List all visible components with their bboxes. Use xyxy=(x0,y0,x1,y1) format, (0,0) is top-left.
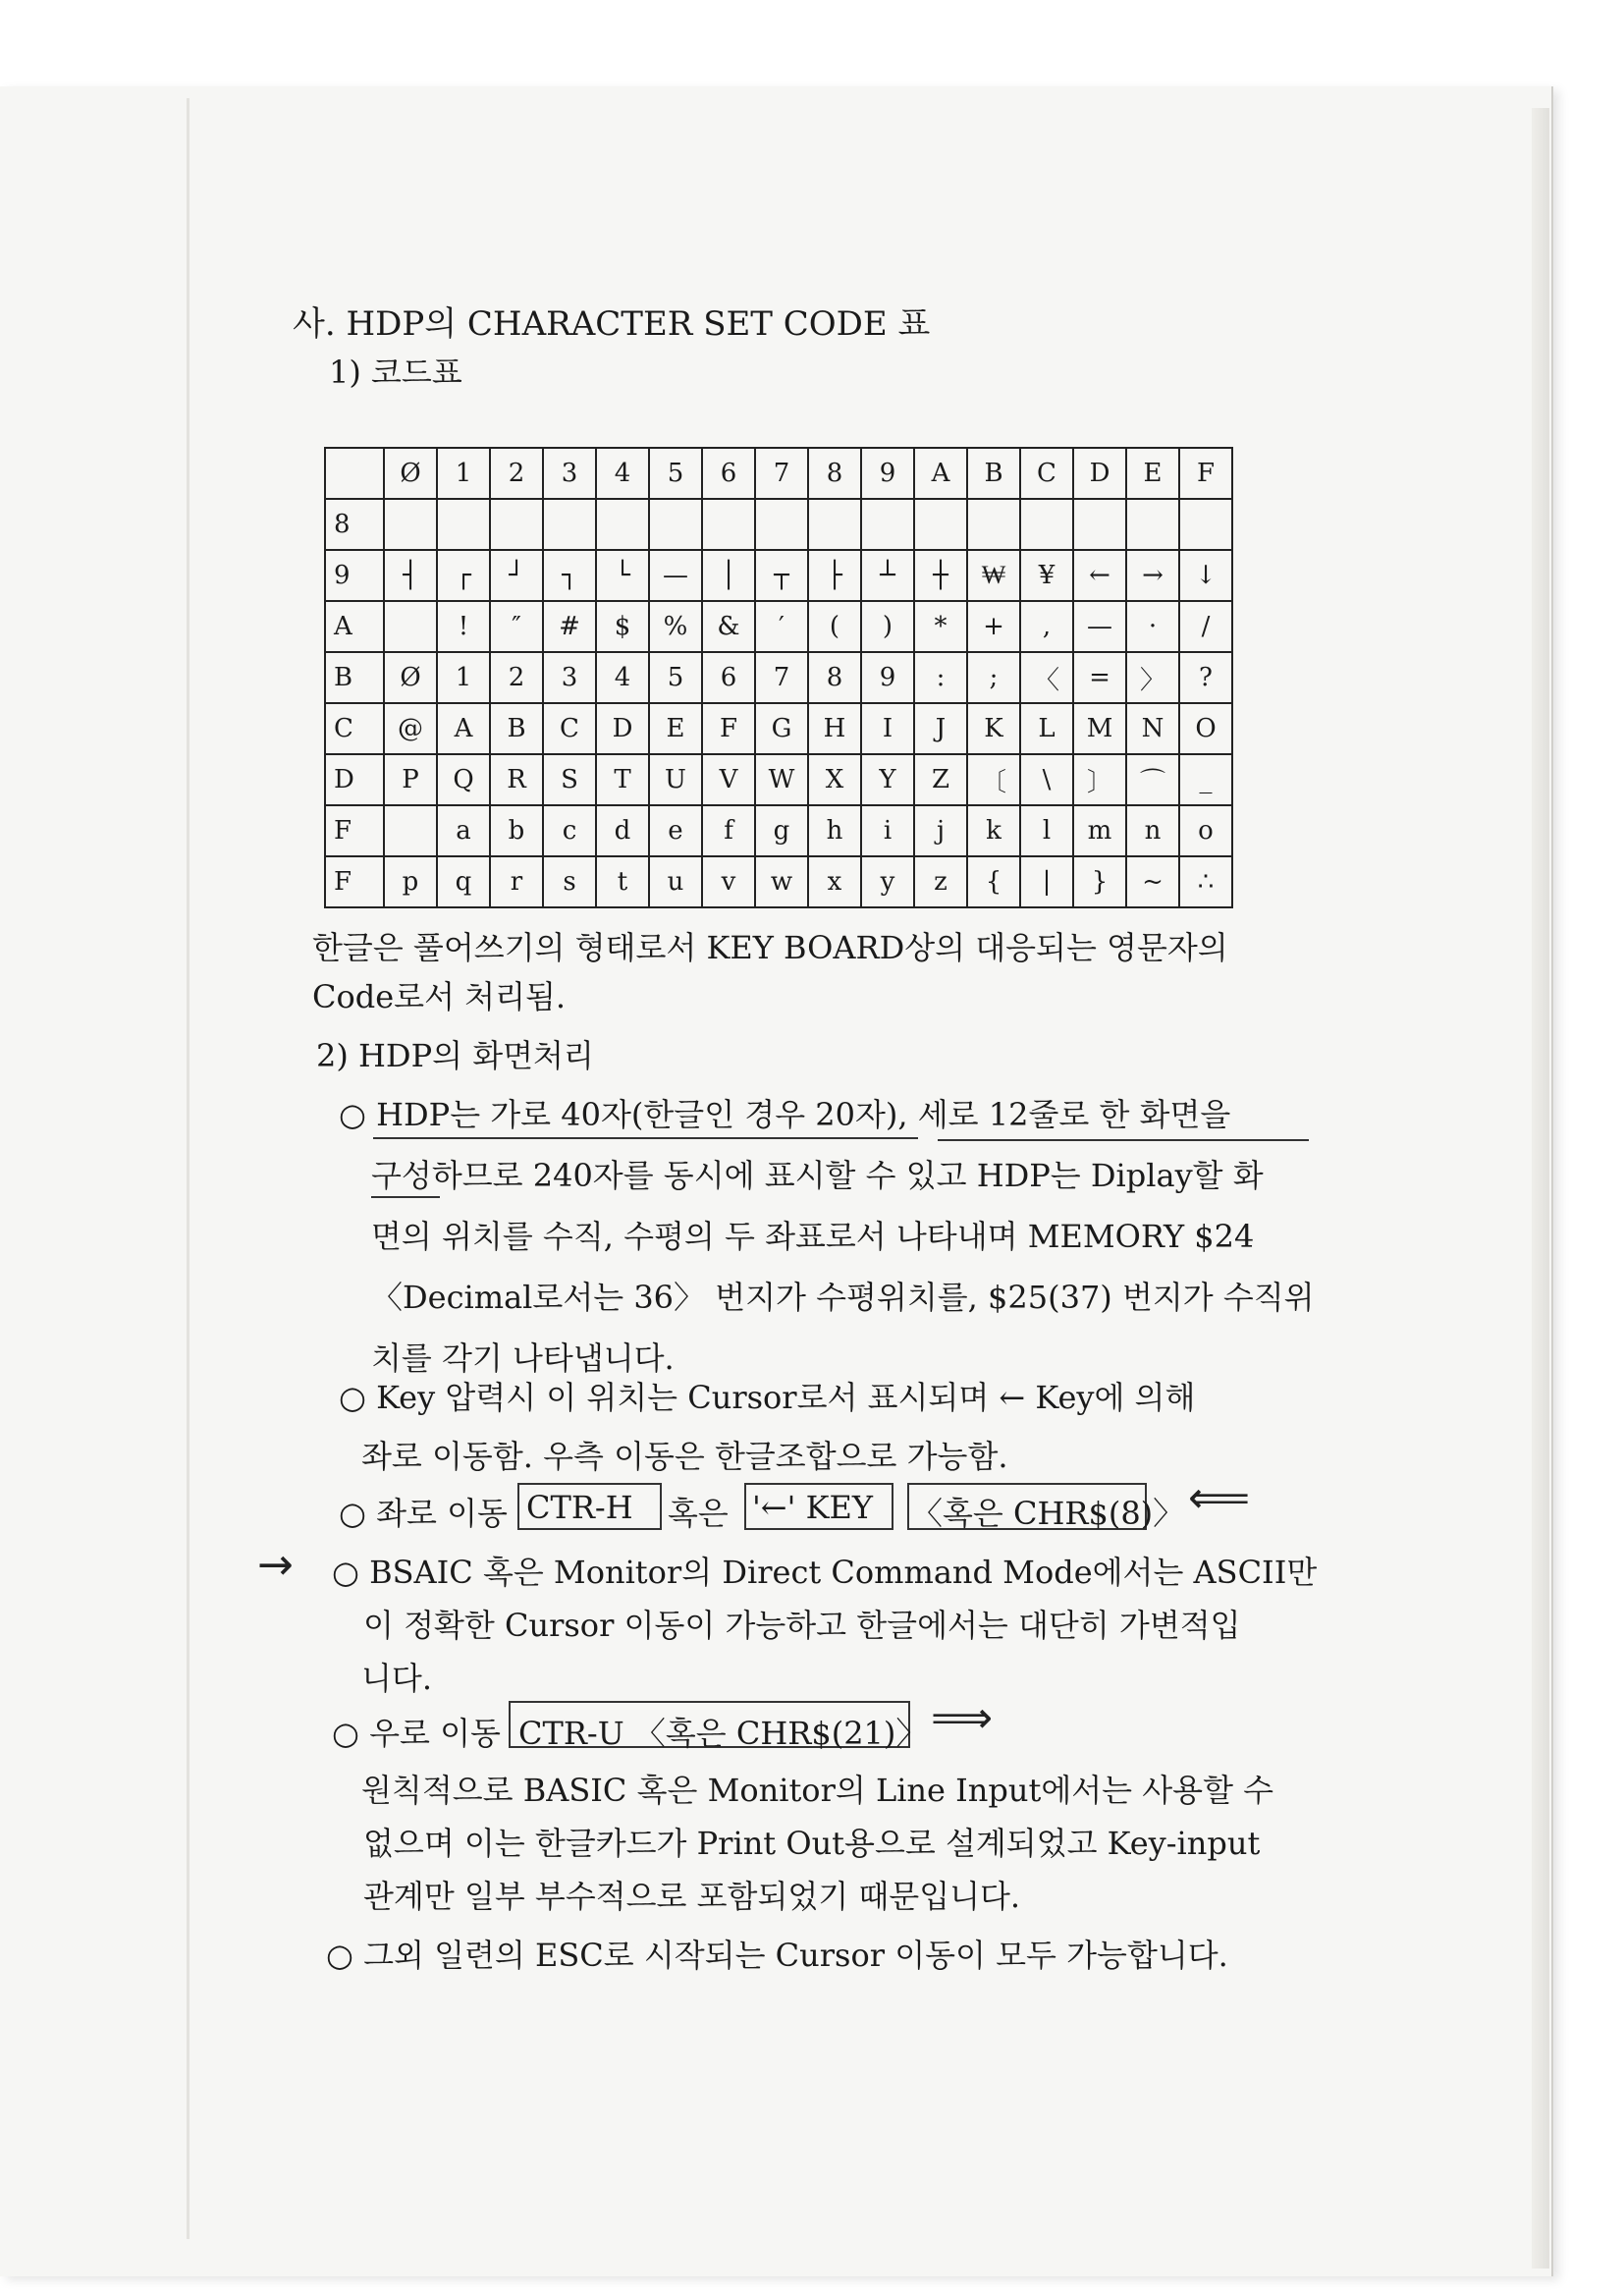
table-row xyxy=(325,703,1232,754)
table-cell: ! xyxy=(437,601,490,652)
table-cell xyxy=(437,499,490,550)
bullet-3-box-2: '←' KEY xyxy=(752,1489,873,1526)
table-cell: ┴ xyxy=(861,550,914,601)
bullet-1-line: 면의 위치를 수직, 수평의 두 좌표로서 나타내며 MEMORY $24 xyxy=(371,1218,1255,1255)
table-cell xyxy=(861,499,914,550)
margin-arrow-icon: → xyxy=(257,1540,294,1590)
table-cell: ⌒ xyxy=(1126,754,1179,805)
table-cell xyxy=(1179,499,1232,550)
table-cell: % xyxy=(649,601,702,652)
table-cell: l xyxy=(1020,805,1073,856)
bullet-1-line: 치를 각기 나타냅니다. xyxy=(371,1339,675,1377)
table-cell: 4 xyxy=(596,652,649,703)
table-cell: L xyxy=(1020,703,1073,754)
table-cell xyxy=(808,499,861,550)
table-header-row xyxy=(325,448,1232,499)
table-header-cell: B xyxy=(967,448,1020,499)
table-cell: S xyxy=(543,754,596,805)
bullet-4-line: 이 정확한 Cursor 이동이 가능하고 한글에서는 대단히 가변적입 xyxy=(363,1607,1241,1644)
table-cell: t xyxy=(596,856,649,907)
table-row-head: D xyxy=(325,754,384,805)
table-cell: , xyxy=(1020,601,1073,652)
table-cell: 2 xyxy=(490,652,543,703)
table-cell: 8 xyxy=(808,652,861,703)
table-cell: 〉 xyxy=(1126,652,1179,703)
table-cell: 6 xyxy=(702,652,755,703)
table-cell: # xyxy=(543,601,596,652)
table-header-cell: E xyxy=(1126,448,1179,499)
character-code-table xyxy=(324,447,1233,908)
table-cell: Z xyxy=(914,754,967,805)
bullet-3-box-1: CTR-H xyxy=(526,1489,633,1526)
table-cell: C xyxy=(543,703,596,754)
table-cell: h xyxy=(808,805,861,856)
table-cell: n xyxy=(1126,805,1179,856)
table-cell: i xyxy=(861,805,914,856)
table-cell: q xyxy=(437,856,490,907)
table-header-cell: 5 xyxy=(649,448,702,499)
table-cell: P xyxy=(384,754,437,805)
table-row-head: B xyxy=(325,652,384,703)
table-row-head: A xyxy=(325,601,384,652)
table-cell: R xyxy=(490,754,543,805)
table-cell: d xyxy=(596,805,649,856)
table-cell: ┘ xyxy=(490,550,543,601)
table-cell: p xyxy=(384,856,437,907)
table-cell: M xyxy=(1073,703,1126,754)
table-header-cell: A xyxy=(914,448,967,499)
table-cell xyxy=(543,499,596,550)
bullet-2-line: 좌로 이동함. 우측 이동은 한글조합으로 가능함. xyxy=(361,1438,1008,1475)
table-cell: v xyxy=(702,856,755,907)
table-cell: a xyxy=(437,805,490,856)
table-row-head: F xyxy=(325,856,384,907)
table-cell xyxy=(967,499,1020,550)
right-arrow-icon: ⟹ xyxy=(931,1693,994,1743)
bullet-5-line: 관계만 일부 부수적으로 포함되었기 때문입니다. xyxy=(363,1878,1021,1915)
table-header-cell: 6 xyxy=(702,448,755,499)
table-header-cell: C xyxy=(1020,448,1073,499)
table-cell: 〕 xyxy=(1073,754,1126,805)
table-cell: └ xyxy=(596,550,649,601)
table-header-cell: 4 xyxy=(596,448,649,499)
table-cell: W xyxy=(755,754,808,805)
bullet-4-line: ○ BSAIC 혹은 Monitor의 Direct Command Mode에서는 ASCII만 xyxy=(332,1554,1318,1591)
left-arrow-icon: ⟸ xyxy=(1188,1473,1251,1523)
handwritten-underline xyxy=(938,1139,1309,1141)
table-cell xyxy=(490,499,543,550)
bullet-3-box-3: 〈혹은 CHR$(8)〉 xyxy=(911,1495,1185,1532)
table-cell xyxy=(384,601,437,652)
table-cell: G xyxy=(755,703,808,754)
bullet-3-prefix: ○ 좌로 이동 xyxy=(339,1495,508,1532)
table-cell: { xyxy=(967,856,1020,907)
table-cell: f xyxy=(702,805,755,856)
handwritten-underline xyxy=(371,1196,440,1198)
table-cell: / xyxy=(1179,601,1232,652)
table-cell: w xyxy=(755,856,808,907)
table-cell: g xyxy=(755,805,808,856)
bullet-5-line: 없으며 이는 한글카드가 Print Out용으로 설계되었고 Key-input xyxy=(363,1825,1261,1862)
table-cell: = xyxy=(1073,652,1126,703)
table-cell: 〔 xyxy=(967,754,1020,805)
table-cell xyxy=(649,499,702,550)
table-cell: * xyxy=(914,601,967,652)
table-cell: | xyxy=(1020,856,1073,907)
table-row xyxy=(325,856,1232,907)
table-cell xyxy=(384,499,437,550)
table-cell: H xyxy=(808,703,861,754)
table-cell: · xyxy=(1126,601,1179,652)
bullet-1-line: 〈Decimal로서는 36〉 번지가 수평위치를, $25(37) 번지가 수직위 xyxy=(371,1279,1315,1316)
table-cell: 3 xyxy=(543,652,596,703)
table-cell xyxy=(1020,499,1073,550)
table-cell: F xyxy=(702,703,755,754)
subheading-code-table: 1) 코드표 xyxy=(329,354,462,391)
table-cell: X xyxy=(808,754,861,805)
table-cell: c xyxy=(543,805,596,856)
table-header-cell: 7 xyxy=(755,448,808,499)
table-header-cell: F xyxy=(1179,448,1232,499)
table-header-cell: 2 xyxy=(490,448,543,499)
bullet-2-line: ○ Key 압력시 이 위치는 Cursor로서 표시되며 ← Key에 의해 xyxy=(339,1379,1196,1416)
table-cell: ∴ xyxy=(1179,856,1232,907)
para-1-line-2: Code로서 처리됨. xyxy=(312,978,567,1015)
table-cell: N xyxy=(1126,703,1179,754)
table-header-cell: Ø xyxy=(384,448,437,499)
table-row-head: 8 xyxy=(325,499,384,550)
bullet-3-mid: 혹은 xyxy=(668,1495,729,1532)
table-row-head: 9 xyxy=(325,550,384,601)
table-cell: B xyxy=(490,703,543,754)
table-cell: 1 xyxy=(437,652,490,703)
table-cell: I xyxy=(861,703,914,754)
table-header-cell: 3 xyxy=(543,448,596,499)
table-cell: z xyxy=(914,856,967,907)
table-cell: — xyxy=(1073,601,1126,652)
table-cell: ₩ xyxy=(967,550,1020,601)
table-cell: ( xyxy=(808,601,861,652)
table-cell xyxy=(596,499,649,550)
bullet-escape: ○ 그외 일련의 ESC로 시작되는 Cursor 이동이 모두 가능합니다. xyxy=(326,1937,1228,1974)
bullet-1-line: ○ HDP는 가로 40자(한글인 경우 20자), 세로 12줄로 한 화면을 xyxy=(339,1096,1231,1133)
table-cell: r xyxy=(490,856,543,907)
table-row-head: F xyxy=(325,805,384,856)
table-cell: ┤ xyxy=(384,550,437,601)
para-1-line-1: 한글은 풀어쓰기의 형태로서 KEY BOARD상의 대응되는 영문자의 xyxy=(312,929,1228,966)
table-cell: j xyxy=(914,805,967,856)
table-cell xyxy=(1126,499,1179,550)
table-cell xyxy=(755,499,808,550)
table-cell: A xyxy=(437,703,490,754)
table-cell: O xyxy=(1179,703,1232,754)
table-cell: ) xyxy=(861,601,914,652)
table-cell: E xyxy=(649,703,702,754)
table-cell: Q xyxy=(437,754,490,805)
bullet-1-line: 구성하므로 240자를 동시에 표시할 수 있고 HDP는 Diplay할 화 xyxy=(371,1157,1264,1194)
table-cell: ├ xyxy=(808,550,861,601)
table-cell xyxy=(702,499,755,550)
table-cell: x xyxy=(808,856,861,907)
table-cell: ¥ xyxy=(1020,550,1073,601)
table-cell: K xyxy=(967,703,1020,754)
subheading-screen: 2) HDP의 화면처리 xyxy=(316,1037,594,1074)
table-cell: V xyxy=(702,754,755,805)
table-cell: & xyxy=(702,601,755,652)
table-row xyxy=(325,499,1232,550)
table-cell: Y xyxy=(861,754,914,805)
table-cell: @ xyxy=(384,703,437,754)
table-cell: ′ xyxy=(755,601,808,652)
table-cell: m xyxy=(1073,805,1126,856)
table-row xyxy=(325,601,1232,652)
bullet-5-prefix: ○ 우로 이동 xyxy=(332,1715,501,1752)
table-cell: ~ xyxy=(1126,856,1179,907)
bullet-5-line: 원칙적으로 BASIC 혹은 Monitor의 Line Input에서는 사용할 수 xyxy=(361,1772,1274,1809)
table-header-cell: 1 xyxy=(437,448,490,499)
table-cell: — xyxy=(649,550,702,601)
table-row xyxy=(325,754,1232,805)
paper-edge xyxy=(1532,108,1549,2269)
table-cell: D xyxy=(596,703,649,754)
table-cell: U xyxy=(649,754,702,805)
table-cell: u xyxy=(649,856,702,907)
table-cell xyxy=(914,499,967,550)
table-cell: ? xyxy=(1179,652,1232,703)
table-header-cell: D xyxy=(1073,448,1126,499)
table-row xyxy=(325,652,1232,703)
table-cell: ″ xyxy=(490,601,543,652)
page-heading: 사. HDP의 CHARACTER SET CODE 표 xyxy=(293,304,931,344)
table-header-cell xyxy=(325,448,384,499)
table-cell: ← xyxy=(1073,550,1126,601)
table-cell xyxy=(1073,499,1126,550)
table-header-cell: 8 xyxy=(808,448,861,499)
table-cell xyxy=(384,805,437,856)
table-cell: 5 xyxy=(649,652,702,703)
table-cell: ; xyxy=(967,652,1020,703)
table-cell: : xyxy=(914,652,967,703)
table-row-head: C xyxy=(325,703,384,754)
table-cell: + xyxy=(967,601,1020,652)
table-cell: │ xyxy=(702,550,755,601)
table-row xyxy=(325,550,1232,601)
table-cell: 7 xyxy=(755,652,808,703)
table-cell: \ xyxy=(1020,754,1073,805)
table-cell: Ø xyxy=(384,652,437,703)
table-cell: → xyxy=(1126,550,1179,601)
table-row xyxy=(325,805,1232,856)
table-cell: ↓ xyxy=(1179,550,1232,601)
table-cell: 〈 xyxy=(1020,652,1073,703)
table-cell: e xyxy=(649,805,702,856)
bullet-4-line: 니다. xyxy=(361,1660,432,1697)
table-cell: } xyxy=(1073,856,1126,907)
table-cell: ┌ xyxy=(437,550,490,601)
table-cell: ┐ xyxy=(543,550,596,601)
table-cell: ┬ xyxy=(755,550,808,601)
table-cell: b xyxy=(490,805,543,856)
handwritten-underline xyxy=(373,1137,918,1139)
table-cell: $ xyxy=(596,601,649,652)
table-cell: y xyxy=(861,856,914,907)
table-cell: k xyxy=(967,805,1020,856)
table-cell: J xyxy=(914,703,967,754)
bullet-5-box: CTR-U 〈혹은 CHR$(21)〉 xyxy=(518,1715,928,1752)
table-cell: ┼ xyxy=(914,550,967,601)
table-cell: T xyxy=(596,754,649,805)
table-cell: _ xyxy=(1179,754,1232,805)
table-header-cell: 9 xyxy=(861,448,914,499)
table-cell: o xyxy=(1179,805,1232,856)
table-cell: s xyxy=(543,856,596,907)
table-cell: 9 xyxy=(861,652,914,703)
paper-fold xyxy=(187,98,189,2239)
